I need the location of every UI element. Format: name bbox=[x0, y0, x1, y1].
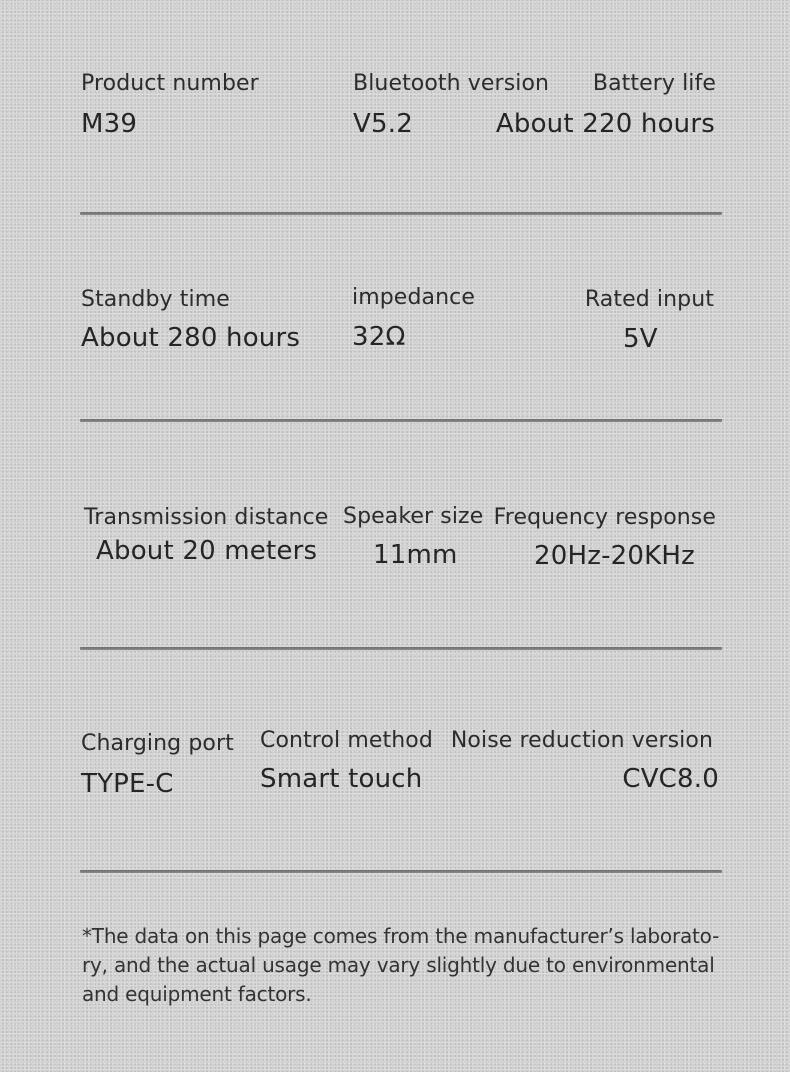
standby-time-value: About 280 hours bbox=[81, 323, 301, 353]
product-number-value: M39 bbox=[81, 109, 138, 139]
control-method-value: Smart touch bbox=[260, 764, 423, 794]
bluetooth-version-label: Bluetooth version bbox=[353, 71, 550, 96]
charging-port-value: TYPE-C bbox=[81, 769, 174, 799]
charging-port-label: Charging port bbox=[81, 731, 234, 756]
divider-2 bbox=[80, 419, 722, 422]
disclaimer-footnote bbox=[82, 922, 722, 1009]
battery-life-value: About 220 hours bbox=[495, 109, 715, 139]
footnote-line-3: and equipment factors. bbox=[82, 982, 312, 1006]
rated-input-label: Rated input bbox=[584, 287, 714, 312]
divider-3 bbox=[80, 647, 722, 650]
rated-input-value: 5V bbox=[623, 324, 658, 354]
noise-reduction-version-label: Noise reduction version bbox=[450, 728, 713, 753]
impedance-label: impedance bbox=[352, 285, 475, 310]
transmission-distance-value: About 20 meters bbox=[96, 536, 318, 566]
frequency-response-value: 20Hz-20KHz bbox=[534, 541, 695, 571]
footnote-line-1: *The data on this page comes from the manufacturer’s laborato- bbox=[82, 924, 720, 948]
divider-1 bbox=[80, 212, 722, 215]
footnote-line-2: ry, and the actual usage may vary slightly due to environmental bbox=[82, 953, 715, 977]
control-method-label: Control method bbox=[260, 728, 433, 753]
standby-time-label: Standby time bbox=[81, 287, 230, 312]
speaker-size-label: Speaker size bbox=[343, 504, 484, 529]
product-number-label: Product number bbox=[81, 71, 259, 96]
impedance-value: 32Ω bbox=[352, 322, 406, 352]
noise-reduction-version-value: CVC8.0 bbox=[622, 764, 719, 794]
speaker-size-value: 11mm bbox=[373, 540, 458, 570]
frequency-response-label: Frequency response bbox=[493, 505, 716, 530]
bluetooth-version-value: V5.2 bbox=[353, 109, 413, 139]
transmission-distance-label: Transmission distance bbox=[84, 505, 329, 530]
divider-4 bbox=[80, 870, 722, 873]
battery-life-label: Battery life bbox=[592, 71, 716, 96]
